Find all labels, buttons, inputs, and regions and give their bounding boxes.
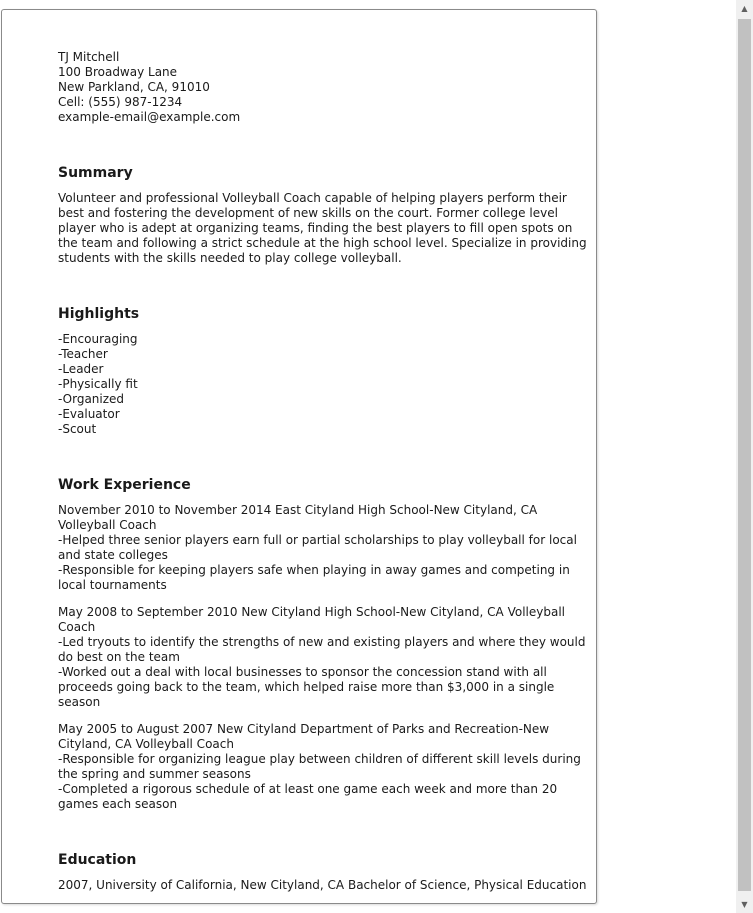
scroll-down-arrow-icon[interactable]: ▼ <box>741 900 748 909</box>
highlight-item: -Organized <box>58 392 125 406</box>
resume-content <box>58 50 588 893</box>
summary-text: Volunteer and professional Volleyball Coach capable of helping players perform their best and fostering the development of new skills on the court. Former college level player who is adept at organizing teams, finding the best players to fill open spots on the team and following a strict schedule at the high school level. Specialize in providing students with the skills needed to play college volleyball. <box>58 191 587 265</box>
job-bullet: -Helped three senior players earn full or partial scholarships to play volleyball for local and state colleges <box>58 533 577 562</box>
highlight-item: -Teacher <box>58 347 108 361</box>
contact-city: New Parkland, CA, 91010 <box>58 80 210 94</box>
vertical-scrollbar[interactable] <box>736 0 753 913</box>
highlight-item: -Leader <box>58 362 104 376</box>
work-section <box>58 476 588 812</box>
job-bullet: -Worked out a deal with local businesses to sponsor the concession stand with all proceeds going back to the team, which helped raise more than $3,000 in a single season <box>58 665 555 709</box>
job-bullet: -Completed a rigorous schedule of at least one game each week and more than 20 games each season <box>58 782 558 811</box>
education-text: 2007, University of California, New Cityland, CA Bachelor of Science, Physical Education <box>58 878 587 892</box>
contact-name: TJ Mitchell <box>58 50 120 64</box>
highlights-list <box>58 332 588 437</box>
highlight-item: -Physically fit <box>58 377 138 391</box>
job-bullet: -Responsible for organizing league play between children of different skill levels during the spring and summer seasons <box>58 752 581 781</box>
contact-street: 100 Broadway Lane <box>58 65 178 79</box>
highlights-heading: Highlights <box>58 306 140 322</box>
job-entry <box>58 503 588 593</box>
highlights-section <box>58 305 588 437</box>
resume-document <box>1 9 597 904</box>
job-bullet: -Responsible for keeping players safe when playing in away games and competing in local tournaments <box>58 563 570 592</box>
job-entry <box>58 722 588 812</box>
scroll-up-arrow-icon[interactable]: ▲ <box>741 4 748 13</box>
jobs-list <box>58 503 588 812</box>
job-bullet: -Led tryouts to identify the strengths of new and existing players and where they would do best on the team <box>58 635 586 664</box>
education-heading: Education <box>58 852 137 868</box>
job-header: May 2008 to September 2010 New Cityland High School-New Cityland, CA Volleyball Coach <box>58 605 565 634</box>
contact-block <box>58 50 588 125</box>
contact-phone: Cell: (555) 987-1234 <box>58 95 183 109</box>
summary-heading: Summary <box>58 165 133 181</box>
highlight-item: -Scout <box>58 422 97 436</box>
scrollbar-thumb[interactable] <box>738 19 751 891</box>
job-header: November 2010 to November 2014 East Cityland High School-New Cityland, CA Volleyball Coach <box>58 503 538 532</box>
contact-email: example-email@example.com <box>58 110 241 124</box>
highlight-item: -Encouraging <box>58 332 138 346</box>
work-heading: Work Experience <box>58 477 191 493</box>
education-section <box>58 851 588 893</box>
highlight-item: -Evaluator <box>58 407 120 421</box>
summary-section <box>58 164 588 266</box>
job-header: May 2005 to August 2007 New Cityland Department of Parks and Recreation-New Cityland, CA Volleyball Coach <box>58 722 550 751</box>
job-entry <box>58 605 588 710</box>
